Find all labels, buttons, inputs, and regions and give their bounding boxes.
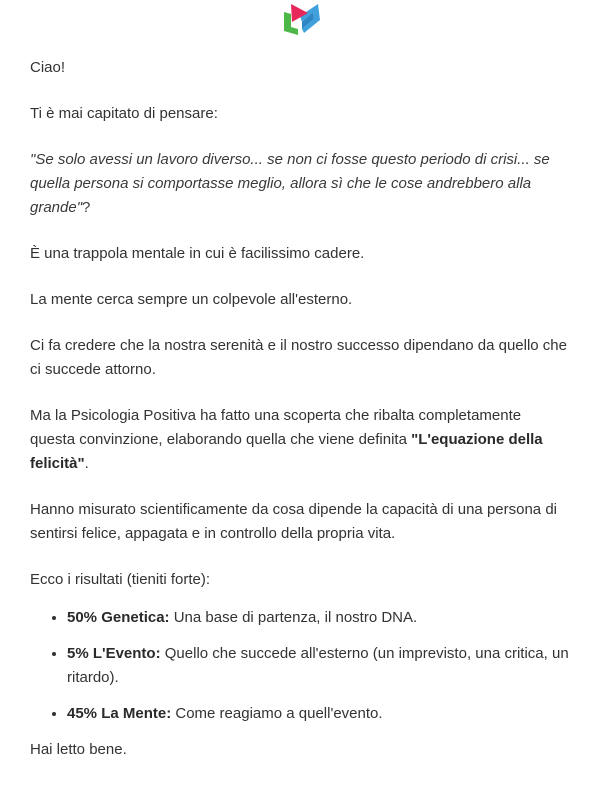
email-body xyxy=(30,56,570,784)
brand-logo-icon xyxy=(278,0,324,36)
result-text: Una base di partenza, il nostro DNA. xyxy=(169,609,418,626)
quote-text: "Se solo avessi un lavoro diverso... se non ci fosse questo periodo di crisi... se quella persona si comportasse meglio, allora sì che le cose andrebbero alla grande" xyxy=(30,151,550,216)
trap-paragraph: È una trappola mentale in cui è facilissimo cadere. xyxy=(30,245,365,262)
result-label: 45% La Mente: xyxy=(67,705,172,722)
result-item-genetics xyxy=(67,606,570,630)
result-label: 5% L'Evento: xyxy=(67,645,161,662)
intro-paragraph: Ti è mai capitato di pensare: xyxy=(30,105,218,122)
psychology-text: Ma la Psicologia Positiva ha fatto una scoperta che ribalta completamente questa convinzione, elaborando quella che viene definita xyxy=(30,407,522,448)
result-text: Quello che succede all'esterno (un imprevisto, una critica, un ritardo). xyxy=(67,645,569,686)
result-item-mind xyxy=(67,702,570,726)
header xyxy=(0,0,600,40)
result-item-event xyxy=(67,642,570,690)
results-list xyxy=(30,606,570,726)
psychology-paragraph xyxy=(30,404,570,476)
measured-paragraph: Hanno misurato scientificamente da cosa dipende la capacità di una persona di sentirsi felice, appagata e in controllo della propria vita. xyxy=(30,501,557,542)
quote-paragraph xyxy=(30,148,570,220)
believe-paragraph: Ci fa credere che la nostra serenità e il nostro successo dipendano da quello che ci succede attorno. xyxy=(30,337,567,378)
greeting: Ciao! xyxy=(30,59,66,76)
results-intro: Ecco i risultati (tieniti forte): xyxy=(30,571,211,588)
result-label: 50% Genetica: xyxy=(67,609,170,626)
happiness-equation: "L'equazione della felicità" xyxy=(30,431,543,472)
read-well-paragraph: Hai letto bene. xyxy=(30,741,127,758)
result-text: Come reagiamo a quell'evento. xyxy=(171,705,383,722)
quote-suffix: ? xyxy=(82,199,91,216)
mind-paragraph: La mente cerca sempre un colpevole all'esterno. xyxy=(30,291,353,308)
psychology-end: . xyxy=(84,455,89,472)
